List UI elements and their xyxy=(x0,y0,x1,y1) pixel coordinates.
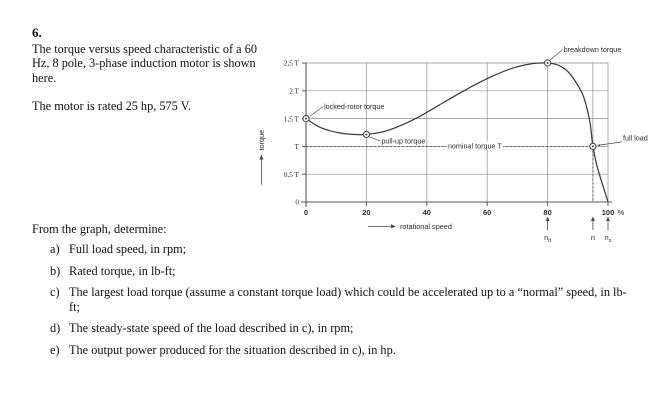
x-tick-label: 40 xyxy=(422,208,431,217)
annotation-leader xyxy=(597,142,622,146)
part-text-d: The steady-state speed of the load described in c), in rpm; xyxy=(69,321,354,335)
speed-marker-label-n_d: $n_d$ xyxy=(544,233,552,245)
question-part-e xyxy=(50,343,635,358)
speed-marker-label-n: n xyxy=(590,233,595,242)
marker-dot xyxy=(365,133,367,135)
y-axis-title-arrowhead xyxy=(259,155,263,160)
x-tick-label: 100 xyxy=(601,208,615,217)
marker-dot xyxy=(592,145,594,147)
y-axis-title-group xyxy=(257,130,266,185)
part-text-e: The output power produced for the situation described in c), in hp. xyxy=(69,342,396,357)
torque-speed-chart xyxy=(248,30,648,245)
part-label-b: b) xyxy=(50,263,61,278)
marker-dot xyxy=(305,118,307,120)
y-tick-label: 2 T xyxy=(289,86,299,96)
speed-marker-arrowhead-n xyxy=(591,217,595,222)
part-label-e: e) xyxy=(50,342,60,357)
part-text-b: Rated torque, in lb-ft; xyxy=(69,263,176,278)
part-label-c: c) xyxy=(50,285,60,299)
x-tick-label: 60 xyxy=(483,208,492,217)
annotation-leader xyxy=(310,107,323,117)
x-axis-title: rotational speed xyxy=(400,222,452,231)
y-axis-title: torque xyxy=(257,129,266,151)
question-intro-text: The torque versus speed characteristic of a 60 Hz, 8 pole, 3-phase induction motor is shown here. xyxy=(32,42,258,85)
annotation-breakdown-torque: breakdown torque xyxy=(563,45,622,54)
torque-curve xyxy=(306,63,608,202)
x-axis-title-arrowhead xyxy=(391,224,396,228)
speed-marker-arrowhead-n_s xyxy=(606,217,610,222)
question-number: 6. xyxy=(32,25,42,40)
x-tick-label: 20 xyxy=(362,208,371,217)
y-tick-label: 2,5 T xyxy=(283,58,299,68)
y-tick-label: T xyxy=(294,142,299,152)
x-tick-label: 80 xyxy=(543,208,552,217)
question-part-b xyxy=(50,264,635,279)
annotation-leader xyxy=(550,50,563,61)
annotation-nominal-torque: nominal torque T xyxy=(447,141,502,151)
annotation-full-load: full load xyxy=(623,133,648,143)
x-axis-unit: % xyxy=(617,208,625,217)
y-tick-label: 1,5 T xyxy=(283,114,299,124)
y-tick-label: 0,5 T xyxy=(283,169,299,179)
motor-rating-text: The motor is rated 25 hp, 575 V. xyxy=(32,99,192,113)
annotation-pull-up-torque: pull-up torque xyxy=(381,136,426,146)
question-part-d xyxy=(50,321,635,336)
torque-speed-plot xyxy=(248,30,648,245)
part-label-d: d) xyxy=(50,321,61,335)
part-text-a: Full load speed, in rpm; xyxy=(69,242,187,256)
question-prompt: From the graph, determine: xyxy=(32,222,167,236)
marker-dot xyxy=(547,62,549,64)
speed-marker-arrowhead-n_d xyxy=(546,217,550,222)
speed-marker-label-n_s: $n_s$ xyxy=(604,233,612,245)
y-tick-label: 0 xyxy=(295,197,299,207)
question-part-c xyxy=(50,285,635,314)
annotation-leader xyxy=(369,137,380,141)
part-text-c: The largest load torque (assume a constant torque load) which could be accelerated up to a “normal” speed, in lb-ft; xyxy=(69,285,627,314)
question-parts-list xyxy=(50,242,635,364)
part-label-a: a) xyxy=(50,242,60,256)
x-tick-label: 0 xyxy=(303,208,309,217)
annotation-locked-rotor-torque: locked-rotor torque xyxy=(324,102,385,112)
